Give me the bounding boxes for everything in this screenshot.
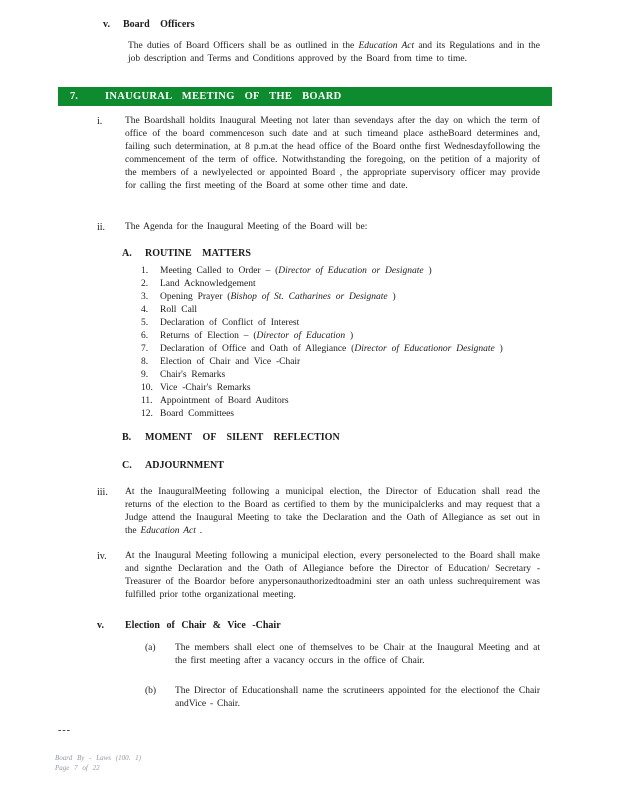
- agenda-item: [141, 382, 503, 395]
- clause-label: iv.: [97, 551, 107, 562]
- italic-segment: Director of Education: [256, 331, 346, 341]
- clause-label: v.: [97, 620, 104, 631]
- separator-dashes: ---: [58, 725, 71, 736]
- agenda-item-number: 8.: [141, 357, 149, 367]
- agenda-item: [141, 356, 503, 369]
- text-segment: Declaration of Conflict of Interest: [160, 318, 300, 328]
- heading-title: ADJOURNMENT: [145, 460, 224, 471]
- agenda-item: [141, 304, 503, 317]
- clause-iii: [97, 486, 540, 538]
- agenda-item-text: [160, 330, 353, 343]
- agenda-item-text: [160, 395, 289, 408]
- section-bar: [58, 87, 552, 106]
- agenda-item-text: [160, 265, 432, 278]
- agenda-item-text: [160, 278, 256, 291]
- election-heading-title: Election of Chair & Vice -Chair: [125, 620, 281, 631]
- text-segment: and its Regulations and in the job description and Terms and Conditions approved by the Board from time to time.: [128, 41, 540, 64]
- subclause-a: [145, 642, 540, 668]
- text-segment: Vice -Chair's Remarks: [160, 383, 251, 393]
- text-segment: ): [494, 344, 503, 354]
- clause-v-officers-heading: [103, 18, 195, 31]
- text-segment: ): [345, 331, 354, 341]
- heading-adjournment: [122, 459, 224, 472]
- clause-label: iii.: [97, 487, 108, 498]
- agenda-item-text: [160, 317, 299, 330]
- agenda-item: [141, 395, 503, 408]
- clause-v-election-heading: [97, 619, 281, 632]
- text-segment: ): [423, 266, 432, 276]
- subclause-a-paragraph: The members shall elect one of themselves to be Chair at the Inaugural Meeting and at the first meeting after a vacancy occurs in the office of Chair.: [175, 643, 540, 666]
- text-segment: Roll Call: [160, 305, 198, 315]
- footer-page-number: Page 7 of 22: [55, 764, 100, 772]
- italic-segment: Education Act: [358, 41, 415, 51]
- italic-segment: Education Act: [140, 526, 196, 536]
- clause-label: ii.: [97, 222, 106, 233]
- routine-matters-list: [141, 265, 503, 421]
- italic-segment: Director of Education or Designate: [278, 266, 424, 276]
- text-segment: Chair's Remarks: [160, 370, 226, 380]
- clause-label: i.: [97, 116, 103, 127]
- text-segment: At the InauguralMeeting following a municipal election, the Director of Education shall read the returns of the election to the Board as certified to them by the municipalclerks and may request that a Judge attend the Inaugural Meeting to take the Declaration and the Oath of Allegiance as set out in the: [125, 487, 540, 536]
- clause-iv: [97, 550, 540, 602]
- page-footer: [55, 753, 141, 773]
- agenda-item-number: 10.: [141, 383, 153, 393]
- text-segment: Returns of Election – (: [160, 331, 257, 341]
- clause-i-paragraph: The Boardshall holdits Inaugural Meeting not later than sevendays after the day on which the term of office of the board commenceson such date and at such timeand place astheBoard determines and, failing such determination, at 8 p.m.at the head office of the Board onthe first Wednesdayfollowing the commencement of the term of office. Notwithstanding the foregoing, on the petition of a majority of the members of a newlyelected or appointed Board , the appropriate supervisory officer may provide for calling the first meeting of the Board at some other time and date.: [125, 116, 540, 191]
- clause-iv-paragraph: At the Inaugural Meeting following a municipal election, every personelected to the Board shall make and signthe Declaration and the Oath of Allegiance before the Director of Education/ Secretary -Treasurer of the Boardor before anypersonauthorizedtoadmini ster an oath unless suchrequirement was fulfilled prior tothe organizational meeting.: [125, 551, 540, 600]
- heading-label: A.: [122, 248, 132, 259]
- agenda-item-text: [160, 369, 225, 382]
- italic-segment: Director of Educationor Designate: [354, 344, 495, 354]
- heading-title: ROUTINE MATTERS: [145, 248, 251, 259]
- agenda-item-number: 11.: [141, 396, 153, 406]
- agenda-item-number: 2.: [141, 279, 149, 289]
- agenda-item: [141, 317, 503, 330]
- agenda-item-number: 5.: [141, 318, 149, 328]
- officers-paragraph: [128, 40, 540, 66]
- text-segment: Opening Prayer (: [160, 292, 231, 302]
- text-segment: Meeting Called to Order – (: [160, 266, 279, 276]
- text-segment: Declaration of Office and Oath of Allegiance (: [160, 344, 355, 354]
- agenda-item: [141, 343, 503, 356]
- heading-moment-of-silent-reflection: [122, 431, 340, 444]
- agenda-item-text: [160, 343, 503, 356]
- agenda-item-number: 1.: [141, 266, 149, 276]
- subclause-label: (b): [145, 686, 157, 696]
- agenda-item: [141, 330, 503, 343]
- clause-i: [97, 115, 540, 193]
- agenda-item: [141, 278, 503, 291]
- clause-ii-paragraph: The Agenda for the Inaugural Meeting of the Board will be:: [125, 222, 368, 232]
- agenda-item-number: 7.: [141, 344, 149, 354]
- agenda-item-text: [160, 408, 234, 421]
- text-segment: Appointment of Board Auditors: [160, 396, 289, 406]
- subclause-b-paragraph: The Director of Educationshall name the scrutineers appointed for the electionof the Chair andVice - Chair.: [175, 686, 540, 709]
- section-title: INAUGURAL MEETING OF THE BOARD: [105, 91, 342, 102]
- subclause-label: (a): [145, 643, 156, 653]
- agenda-item-text: [160, 356, 300, 369]
- agenda-item-number: 12.: [141, 409, 153, 419]
- subclause-b: [145, 685, 540, 711]
- text-segment: ): [387, 292, 396, 302]
- agenda-item-number: 3.: [141, 292, 149, 302]
- heading-routine-matters: [122, 247, 251, 260]
- agenda-item-number: 9.: [141, 370, 149, 380]
- agenda-item-number: 6.: [141, 331, 149, 341]
- agenda-item-text: [160, 382, 251, 395]
- agenda-item: [141, 265, 503, 278]
- heading-title: MOMENT OF SILENT REFLECTION: [145, 432, 340, 443]
- agenda-item-number: 4.: [141, 305, 149, 315]
- clause-iii-paragraph: [125, 486, 540, 538]
- heading-label: C.: [122, 460, 132, 471]
- text-segment: Election of Chair and Vice -Chair: [160, 357, 301, 367]
- footer-document-title: Board By - Laws (100. 1): [55, 754, 141, 762]
- officers-heading-title: Board Officers: [123, 19, 195, 30]
- text-segment: The duties of Board Officers shall be as outlined in the: [128, 41, 359, 51]
- italic-segment: Bishop of St. Catharines or Designate: [230, 292, 388, 302]
- agenda-item: [141, 408, 503, 421]
- clause-ii: [97, 221, 540, 234]
- text-segment: .: [195, 526, 203, 536]
- agenda-item: [141, 291, 503, 304]
- text-segment: Land Acknowledgement: [160, 279, 256, 289]
- agenda-item-text: [160, 304, 197, 317]
- clause-label: v.: [103, 19, 110, 30]
- agenda-item-text: [160, 291, 396, 304]
- heading-label: B.: [122, 432, 132, 443]
- section-number: 7.: [70, 91, 78, 102]
- agenda-item: [141, 369, 503, 382]
- text-segment: Board Committees: [160, 409, 235, 419]
